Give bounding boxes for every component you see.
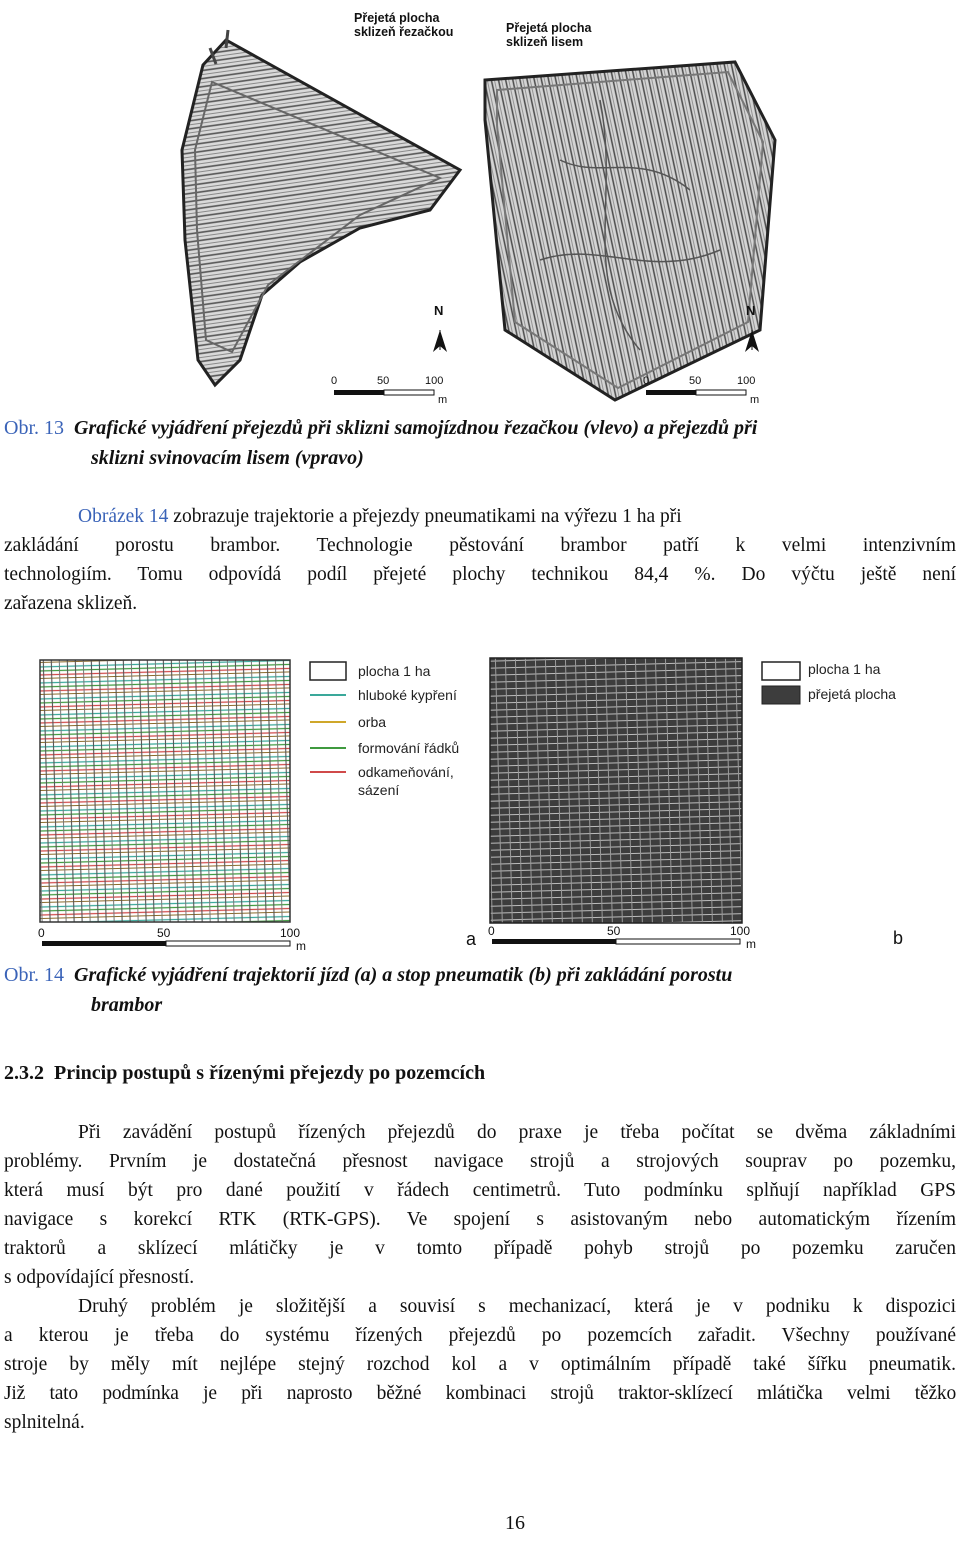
scale-tick: 100 [730, 924, 751, 938]
scale-tick: 50 [157, 926, 171, 940]
scale-unit: m [438, 394, 448, 406]
harvest-maps [0, 0, 960, 410]
north-arrow-icon [433, 330, 447, 352]
panel-label-a: a [466, 929, 477, 949]
map-left-field [182, 30, 460, 385]
legend-swatch-area [310, 662, 346, 680]
legend-item: plocha 1 ha [808, 661, 881, 677]
map-left-label: Přejetá plocha sklizeň řezačkou [354, 11, 454, 39]
scale-tick: 0 [331, 375, 338, 387]
scale-tick: 50 [377, 375, 390, 387]
legend-item: sázení [358, 782, 400, 798]
legend-item: přejetá plocha [808, 686, 896, 702]
legend-swatch-area [762, 662, 800, 680]
scale-bar-a-dark [42, 941, 166, 946]
tire-tracks-plot-b [490, 658, 742, 923]
legend-swatch-prejeta [762, 686, 800, 704]
scale-unit: m [746, 937, 756, 951]
legend-item: odkameňování, [358, 764, 454, 780]
scale-tick: 0 [488, 924, 495, 938]
paragraph-intro: Obrázek 14 zobrazuje trajektorie a přejezdy pneumatikami na výřezu 1 ha při zakládání porostu brambor. Technologie pěstování brambor patří k velmi intenzivním technologiím. Tomu odpovídá podíl přejeté plochy technikou 84,4 %. Do výčtu ještě není zařazena sklizeň. [4, 506, 956, 614]
scale-tick: 50 [689, 375, 702, 387]
north-label: N [434, 303, 444, 318]
figure-14-caption: Obr. 14 Grafické vyjádření trajektorií jízd (a) a stop pneumatik (b) při zakládání porostu brambor [4, 964, 733, 1016]
legend-item: orba [358, 714, 387, 730]
scale-tick: 100 [280, 926, 301, 940]
scale-unit: m [750, 394, 760, 406]
scale-bar-b-light [616, 939, 740, 944]
paragraph-navigation: Při zavádění postupů řízených přejezdů do praxe je třeba počítat se dvěma základními problémy. Prvním je dostatečná přesnost navigace strojů a strojových souprav po pozemku, která musí být pro dané použití v řádech centimetrů. Tuto podmínku splňují například GPS navigace s korekcí RTK (RTK-GPS). Ve spojení s asistovaným nebo automatickým řízením traktorů a sklízecí mlátičky je v tomto případě pohyb strojů po pozemku zaručen s odpovídající přesností. [4, 1122, 956, 1288]
paragraph-mechanization: Druhý problém je složitější a souvisí s mechanizací, která je v podniku k dispozici a kterou je třeba do systému řízených přejezdů po pozemcích zařadit. Všechny používané stroje by měly mít nejlépe stejný rozchod kol a v optimálním případě také šířku pneumatik. Již tato podmínka je při naprosto běžné kombinaci strojů traktor-sklízecí mlátička velmi těžko splnitelná. [4, 1296, 956, 1433]
legend-item: hluboké kypření [358, 687, 457, 703]
map-right-label: Přejetá plocha sklizeň lisem [506, 21, 592, 49]
scale-tick: 50 [607, 924, 621, 938]
scale-unit: m [296, 939, 306, 953]
caption-label: Obr. 14 [4, 964, 64, 986]
scale-bar-left [334, 390, 434, 395]
legend-item: formování řádků [358, 740, 460, 756]
section-number: 2.3.2 [4, 1062, 44, 1084]
map-right-field [485, 62, 775, 400]
section-heading [4, 1062, 485, 1085]
scale-bar-b-dark [492, 939, 616, 944]
caption-label: Obr. 13 [4, 417, 64, 439]
figure-reference-link[interactable]: Obrázek 14 [78, 506, 169, 527]
scale-bar-right [646, 390, 746, 395]
section-title: Princip postupů s řízenými přejezdy po pozemcích [54, 1062, 486, 1084]
panel-label-b: b [893, 928, 904, 948]
scale-bar-a-light [166, 941, 290, 946]
figure-13-caption: Obr. 13 Grafické vyjádření přejezdů při sklizni samojízdnou řezačkou (vlevo) a přejezdů při sklizni svinovacím lisem (vpravo) [4, 417, 758, 469]
trajectory-plot-a [40, 660, 290, 922]
north-label: N [746, 303, 756, 318]
scale-tick: 100 [737, 375, 756, 387]
page-number: 16 [505, 1512, 525, 1534]
scale-tick: 0 [643, 375, 650, 387]
scale-tick: 100 [425, 375, 444, 387]
legend-item: plocha 1 ha [358, 663, 431, 679]
scale-tick: 0 [38, 926, 45, 940]
